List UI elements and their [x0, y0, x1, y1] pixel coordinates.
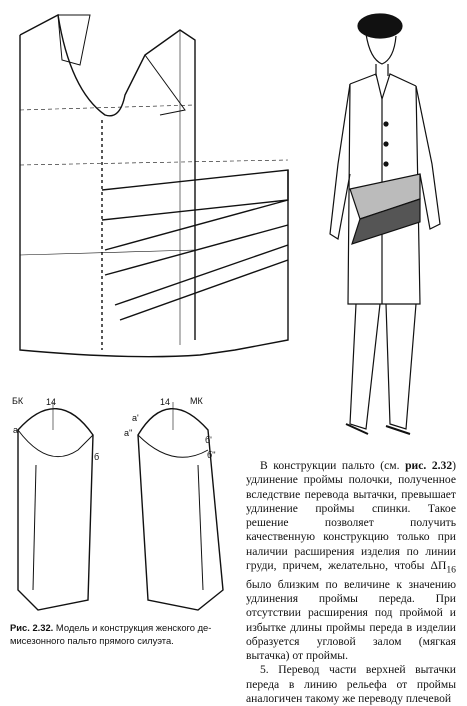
para1-subscript: 16 — [446, 564, 456, 576]
para1-rest: ) удлинение проймы полочки, полученное вследствие перевода вытачки, превышает удлинение проймы спинки. Такое решение позволяет получить качественную конструкцию только при наличии расширения изделия по линии груди, причем, желательно, чтобы ΔП — [246, 459, 456, 573]
paragraph-1 — [246, 459, 456, 663]
paragraph-2: 5. Перевод части верхней вытачки переда в линию рельефа от проймы аналогичен такому же переводу плечевой — [246, 663, 456, 706]
figure-caption — [10, 621, 235, 647]
body-text — [246, 459, 456, 706]
label-point-a1: а' — [132, 413, 139, 423]
figure-reference: рис. 2.32 — [405, 459, 453, 472]
para1-lead: В конструкции пальто (см. — [260, 459, 406, 472]
caption-line-2: мисезонного пальто прямого силуэта. — [10, 635, 174, 646]
label-point-b: б — [94, 452, 100, 462]
caption-line-1: Модель и конструкция женского де- — [53, 622, 212, 633]
caption-figure-number: Рис. 2.32. — [10, 622, 54, 633]
label-dim-right: 14 — [160, 397, 171, 407]
label-point-b2: б'' — [207, 450, 216, 460]
para1-end: было близким по величине к значению удлинения проймы переда. При отсутствии расширения под проймой и избытке длины проймы переда в изделии образуется угловой залом (мягкая вытачка) от проймы. — [246, 577, 456, 663]
fashion-figure-illustration — [320, 4, 455, 444]
label-bk: БК — [12, 396, 24, 406]
label-point-a: а — [13, 425, 19, 435]
label-dim-left: 14 — [46, 397, 57, 407]
label-point-b1: б' — [205, 435, 212, 445]
label-mk: МК — [190, 396, 203, 406]
sleeve-pattern-drawing — [8, 390, 238, 615]
label-point-a2: а'' — [124, 428, 133, 438]
coat-pattern-drawing — [10, 10, 310, 380]
